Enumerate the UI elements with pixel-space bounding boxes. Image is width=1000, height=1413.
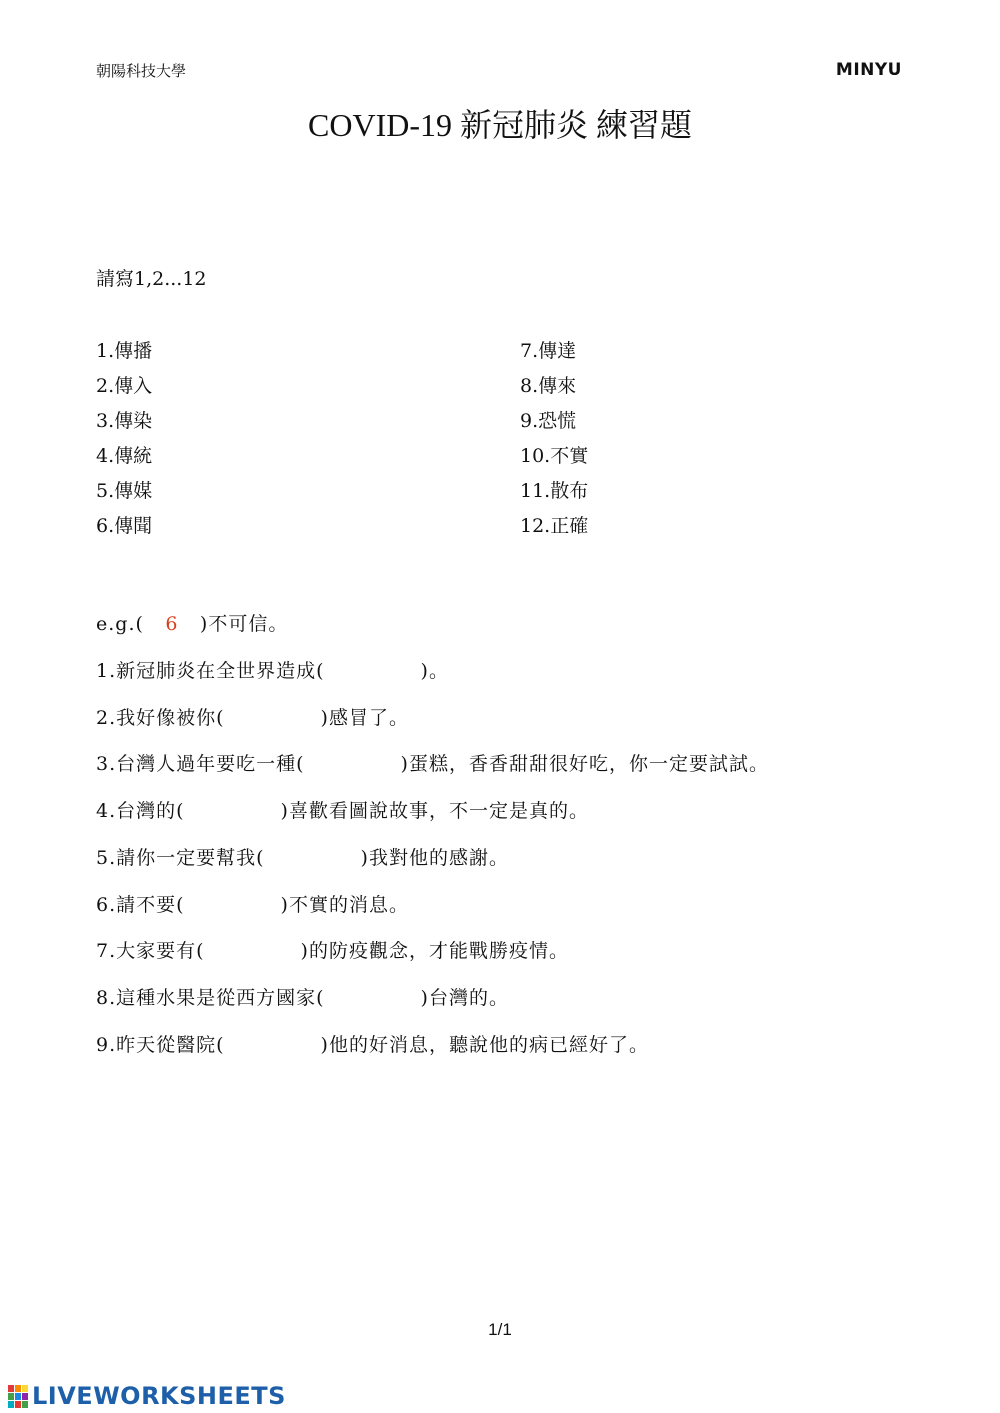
example-sentence xyxy=(96,609,288,636)
question-text: 9.昨天從醫院( xyxy=(96,1034,225,1056)
question-1 xyxy=(96,656,449,683)
question-text: 2.我好像被你( xyxy=(96,707,225,729)
question-2 xyxy=(96,703,409,730)
word-item: 9.恐慌 xyxy=(520,410,577,432)
instruction: 請寫1,2...12 xyxy=(96,268,207,290)
question-text: 3.台灣人過年要吃一種( xyxy=(96,753,305,775)
word-item: 6.傳聞 xyxy=(96,515,153,537)
page-title: COVID-19 新冠肺炎 練習題 xyxy=(308,107,692,143)
brand-mark: MINYU xyxy=(835,60,902,80)
question-text: )喜歡看圖說故事，不一定是真的。 xyxy=(280,800,589,822)
question-text: 8.這種水果是從西方國家( xyxy=(96,987,325,1009)
footer-logo-text: LIVEWORKSHEETS xyxy=(32,1382,286,1410)
question-text: )我對他的感謝。 xyxy=(360,847,509,869)
page-number: 1/1 xyxy=(488,1320,512,1339)
word-item: 8.傳來 xyxy=(520,375,577,397)
word-item: 5.傳媒 xyxy=(96,480,153,502)
question-4 xyxy=(96,796,589,823)
question-text: 6.請不要( xyxy=(96,894,185,916)
word-item: 7.傳達 xyxy=(520,340,577,362)
question-text: )他的好消息，聽說他的病已經好了。 xyxy=(320,1034,649,1056)
word-item: 3.傳染 xyxy=(96,410,153,432)
example-prefix: e.g.( xyxy=(96,613,144,635)
footer-logo[interactable] xyxy=(8,1381,286,1411)
question-text: )感冒了。 xyxy=(320,707,409,729)
question-text: )台灣的。 xyxy=(420,987,509,1009)
word-item: 2.傳入 xyxy=(96,375,153,397)
example-suffix: )不可信。 xyxy=(199,613,289,635)
question-9 xyxy=(96,1030,649,1057)
question-3 xyxy=(96,749,769,776)
word-item: 12.正確 xyxy=(520,515,589,537)
question-text: 1.新冠肺炎在全世界造成( xyxy=(96,660,325,682)
question-text: 7.大家要有( xyxy=(96,940,205,962)
word-item: 11.散布 xyxy=(520,480,589,502)
question-text: )蛋糕，香香甜甜很好吃，你一定要試試。 xyxy=(400,753,769,775)
liveworksheets-logo-icon xyxy=(8,1385,28,1408)
question-text: )不實的消息。 xyxy=(280,894,409,916)
word-item: 10.不實 xyxy=(520,445,589,467)
question-text: 4.台灣的( xyxy=(96,800,185,822)
word-item: 4.傳統 xyxy=(96,445,153,467)
question-7 xyxy=(96,936,569,963)
question-text: )的防疫觀念，才能戰勝疫情。 xyxy=(300,940,569,962)
question-5 xyxy=(96,843,509,870)
question-6 xyxy=(96,890,409,917)
question-text: 5.請你一定要幫我( xyxy=(96,847,265,869)
school-name: 朝陽科技大學 xyxy=(96,62,187,80)
word-item: 1.傳播 xyxy=(96,340,153,362)
question-text: )。 xyxy=(420,660,449,682)
question-8 xyxy=(96,983,509,1010)
example-answer: 6 xyxy=(165,613,179,635)
